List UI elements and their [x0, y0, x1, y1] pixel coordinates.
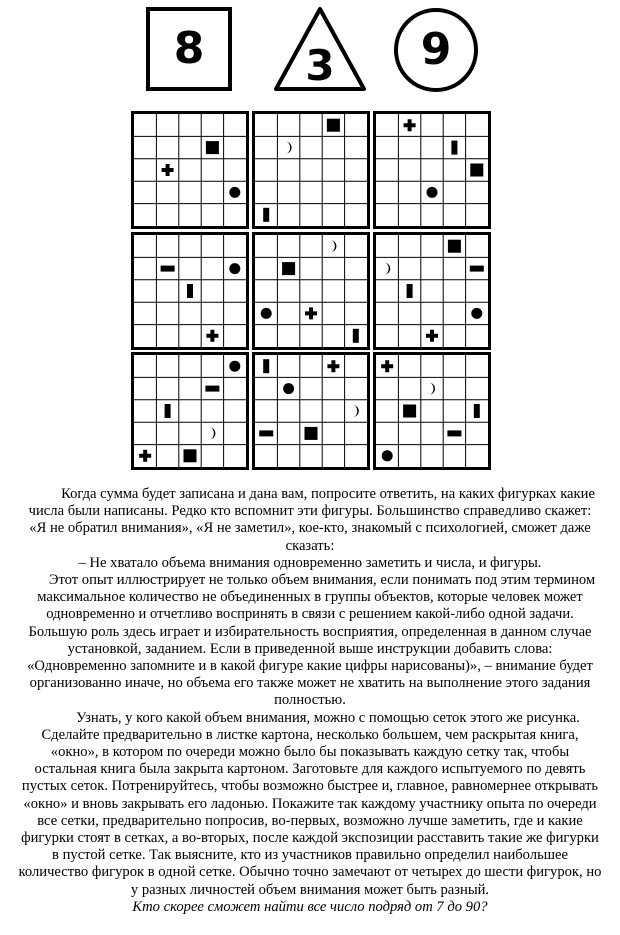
plus-figure: [426, 330, 438, 342]
text-line: фигурки стоят в сетках, а во-вторых, после каждой экспозиции расставить такие же фигурки: [21, 830, 599, 847]
grid-1: [131, 111, 249, 229]
plus-figure: [381, 360, 393, 372]
square-figure: [184, 449, 197, 462]
text-line: все сетки, предварительно попросив, во-первых, возможно лучше заметить, где и какие: [37, 812, 583, 829]
text-line: числа были написаны. Редко кто вспомнит эти фигуры. Большинство справедливо скажет:: [28, 503, 592, 520]
text-line: Этот опыт иллюстрирует не только объем внимания, если понимать под этим термином: [48, 572, 596, 589]
paragraph-4: [0, 710, 620, 899]
moon-figure: [209, 427, 215, 439]
square-figure: [403, 405, 416, 418]
circle-figure: [229, 263, 240, 274]
vbar-figure: [451, 141, 457, 155]
circle-figure: [261, 308, 272, 319]
vbar-figure: [165, 404, 171, 418]
circle-figure: [229, 361, 240, 372]
plus-figure: [327, 360, 339, 372]
circle-number: 9: [420, 24, 452, 75]
vbar-figure: [407, 284, 413, 298]
moon-figure: [384, 263, 390, 275]
vbar-figure: [474, 404, 480, 418]
text-line: Когда сумма будет записана и дана вам, попросите ответить, на каких фигурках какие: [61, 486, 595, 502]
text-line: максимальное количество не объединенных в группы объектов, которые человек может: [37, 589, 583, 606]
grid-7: [131, 352, 249, 470]
hbar-figure: [205, 386, 219, 392]
grid-2: [252, 111, 370, 229]
question-line: Кто скорее сможет найти все число подряд от 7 до 90?: [132, 898, 488, 915]
square-figure: [206, 141, 219, 154]
square-figure: [282, 262, 295, 275]
grid-3: [373, 111, 491, 229]
text-line: «окно» и вновь закрывать его ладонью. Покажите так каждому участнику опыта по очереди: [23, 795, 597, 812]
hbar-figure: [259, 430, 273, 436]
grid-6: [373, 232, 491, 350]
text-line: Сделайте предварительно в листке картона, несколько большем, чем раскрытая книга,: [41, 726, 579, 743]
paragraph-2: [0, 555, 620, 572]
plus-figure: [206, 330, 218, 342]
paragraph-1: [0, 486, 620, 555]
circle-figure: [393, 7, 479, 93]
circle-figure: [283, 383, 294, 394]
vbar-figure: [187, 284, 193, 298]
circle-figure: [382, 450, 393, 461]
square-figure: [327, 119, 340, 132]
text-line: «окно», в котором по очереди можно было бы показывать каждую сетку так, чтобы: [50, 744, 570, 761]
circle-figure: [427, 187, 438, 198]
vbar-figure: [353, 329, 359, 343]
square-figure: [448, 240, 461, 253]
paragraph-3: [0, 572, 620, 710]
moon-figure: [353, 405, 359, 417]
circle-figure: [229, 187, 240, 198]
body-text: [0, 486, 620, 916]
text-line: количество фигурок в одной сетке. Обычно точно замечают от четырех до шести фигурок, но: [18, 864, 602, 881]
text-line: Узнать, у кого какой объем внимания, можно с помощью сеток этого же рисунка.: [76, 709, 580, 726]
text-line: «Я не обратил внимания», «Я не заметил», коe-кто, знакомый с психологией, сможет даже: [29, 520, 591, 537]
text-line: организованно иначе, но объема его также может не хватить на выполнение этого задания: [29, 675, 591, 692]
text-line: – Не хватало объема внимания одновременно заметить и числа, и фигуры.: [78, 554, 542, 571]
text-line: полностью.: [274, 692, 346, 709]
plus-figure: [305, 307, 317, 319]
moon-figure: [286, 142, 292, 154]
text-line: в пустой сетке. Так выясните, кто из участников правильно определил наибольшее: [52, 847, 568, 864]
square-figure: [146, 7, 232, 91]
moon-figure: [429, 383, 435, 395]
text-line: остальная книга была закрыта картоном. Заготовьте для каждого испытуемого по девять: [34, 761, 586, 778]
text-line: одновременно и отчетливо воспринять в связи с решением какой-либо одной задачи.: [46, 606, 574, 623]
text-line: у разных личностей объем внимания может быть разный.: [130, 881, 490, 898]
triangle-figure: [272, 5, 368, 93]
vbar-figure: [263, 208, 269, 222]
triangle-number: 3: [305, 41, 335, 90]
grid-5: [252, 232, 370, 350]
hbar-figure: [161, 266, 175, 272]
vbar-figure: [263, 359, 269, 373]
text-line: установкой, заданием. Если в приведенной выше инструкции добавить слова:: [67, 640, 553, 657]
grid-9: [373, 352, 491, 470]
grid-4: [131, 232, 249, 350]
square-number: 8: [173, 23, 205, 74]
square-figure: [470, 164, 483, 177]
hbar-figure: [470, 266, 484, 272]
plus-figure: [139, 450, 151, 462]
text-line: пустых сеток. Потренируйтесь, чтобы возможно быстрее и, главное, равномернее открывать: [21, 778, 599, 795]
plus-figure: [404, 119, 416, 131]
plus-figure: [162, 164, 174, 176]
circle-figure: [471, 308, 482, 319]
text-line: сказать:: [285, 537, 335, 554]
square-figure: [305, 427, 318, 440]
text-line: «Одновременно запомните и в какой фигуре какие цифры нарисованы)», – внимание будет: [27, 658, 593, 675]
hbar-figure: [447, 430, 461, 436]
moon-figure: [330, 240, 336, 252]
text-line: Большую роль здесь играет и избирательность восприятия, определенная в данном случае: [28, 623, 592, 640]
grid-8: [252, 352, 370, 470]
